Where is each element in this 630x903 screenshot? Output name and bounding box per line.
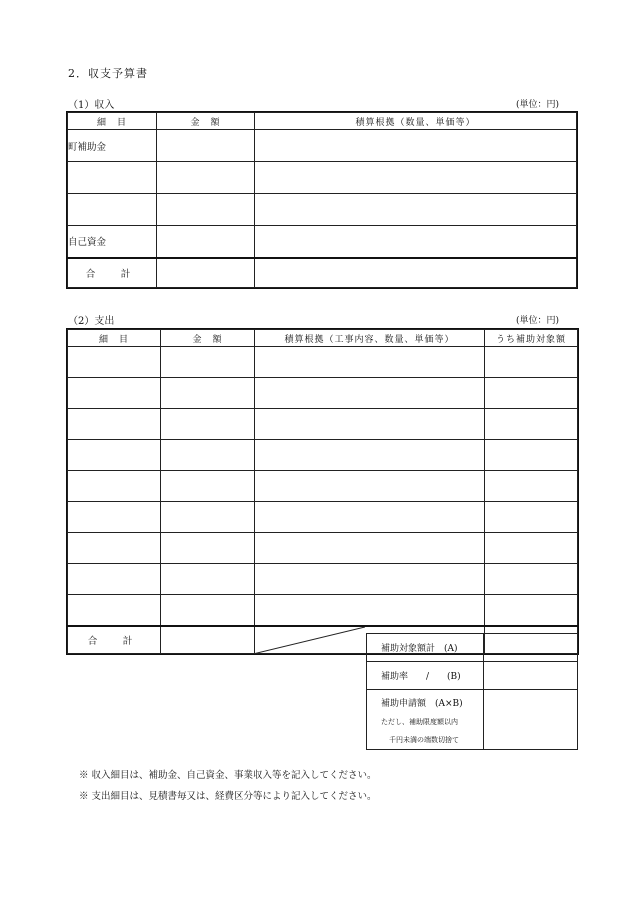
note-income: ※ 収入細目は、補助金、自己資金、事業収入等を記入してください。 (79, 770, 377, 781)
income-basis-cell[interactable] (255, 162, 577, 194)
summary-target-label: 補助対象額計 (A) (367, 634, 484, 662)
summary-request-note-limit: ただし、補助限度額以内 (381, 718, 458, 726)
income-basis-cell[interactable] (255, 130, 577, 162)
section-title: 2．収支予算書 (68, 67, 148, 80)
income-row-label: 町補助金 (68, 130, 157, 162)
expense-basis-cell[interactable] (255, 378, 485, 409)
summary-request-note-rounding: 千円未満の端数切捨て (389, 736, 459, 744)
expense-basis-cell[interactable] (255, 471, 485, 502)
summary-request-label: 補助申請額 (A×B) (381, 699, 463, 709)
income-row (68, 162, 577, 194)
expense-row (68, 564, 578, 595)
income-row (68, 130, 577, 162)
income-table (67, 112, 577, 288)
subsidy-summary-table (366, 633, 578, 750)
expense-row (68, 533, 578, 564)
expense-unit: (単位：円) (516, 316, 560, 326)
summary-request-value[interactable] (484, 690, 578, 750)
expense-header-row (68, 330, 578, 347)
income-header-row (68, 113, 577, 130)
expense-target-cell[interactable] (485, 347, 578, 378)
expense-row (68, 347, 578, 378)
income-row-label: 自己資金 (68, 226, 157, 258)
income-header-basis: 積算根拠（数量、単価等） (255, 113, 577, 130)
expense-item-cell[interactable] (68, 502, 161, 533)
expense-item-cell[interactable] (68, 533, 161, 564)
expense-header-target: うち補助対象額 (485, 330, 578, 347)
income-total-label: 合 計 (68, 258, 157, 288)
expense-amount-cell[interactable] (161, 378, 255, 409)
expense-row (68, 502, 578, 533)
expense-title: （2）支出 (68, 316, 115, 327)
income-row (68, 194, 577, 226)
income-row (68, 226, 577, 258)
expense-row (68, 595, 578, 626)
expense-amount-cell[interactable] (161, 409, 255, 440)
expense-basis-cell[interactable] (255, 595, 485, 626)
income-amount-cell[interactable] (157, 130, 255, 162)
note-expense: ※ 支出細目は、見積書毎又は、経費区分等により記入してください。 (79, 791, 377, 802)
expense-amount-cell[interactable] (161, 440, 255, 471)
expense-amount-cell[interactable] (161, 595, 255, 626)
expense-item-cell[interactable] (68, 409, 161, 440)
expense-table (67, 329, 578, 654)
expense-row (68, 378, 578, 409)
expense-target-cell[interactable] (485, 502, 578, 533)
expense-target-cell[interactable] (485, 471, 578, 502)
expense-header-basis: 積算根拠（工事内容、数量、単価等） (255, 330, 485, 347)
income-total-amount[interactable] (157, 258, 255, 288)
summary-rate-label: 補助率 / (B) (367, 662, 484, 690)
expense-item-cell[interactable] (68, 595, 161, 626)
expense-basis-cell[interactable] (255, 502, 485, 533)
expense-target-cell[interactable] (485, 440, 578, 471)
expense-total-amount[interactable] (161, 626, 255, 654)
expense-item-cell[interactable] (68, 564, 161, 595)
income-amount-cell[interactable] (157, 194, 255, 226)
income-total-row (68, 258, 577, 288)
expense-target-cell[interactable] (485, 564, 578, 595)
expense-total-label: 合 計 (68, 626, 161, 654)
expense-row (68, 440, 578, 471)
expense-item-cell[interactable] (68, 378, 161, 409)
expense-amount-cell[interactable] (161, 471, 255, 502)
income-row-label[interactable] (68, 194, 157, 226)
expense-target-cell[interactable] (485, 533, 578, 564)
expense-basis-cell[interactable] (255, 533, 485, 564)
expense-basis-cell[interactable] (255, 347, 485, 378)
expense-amount-cell[interactable] (161, 533, 255, 564)
expense-item-cell[interactable] (68, 471, 161, 502)
expense-target-cell[interactable] (485, 378, 578, 409)
expense-row (68, 471, 578, 502)
summary-target-value[interactable] (484, 634, 578, 662)
income-unit: (単位：円) (516, 100, 560, 110)
expense-item-cell[interactable] (68, 440, 161, 471)
summary-rate-value[interactable] (484, 662, 578, 690)
expense-basis-cell[interactable] (255, 409, 485, 440)
expense-basis-cell[interactable] (255, 564, 485, 595)
income-row-label[interactable] (68, 162, 157, 194)
expense-row (68, 409, 578, 440)
expense-target-cell[interactable] (485, 409, 578, 440)
expense-header-amount: 金 額 (161, 330, 255, 347)
income-title: （1）収入 (68, 100, 115, 111)
expense-item-cell[interactable] (68, 347, 161, 378)
summary-request-label-cell (367, 690, 484, 750)
expense-target-cell[interactable] (485, 595, 578, 626)
expense-amount-cell[interactable] (161, 564, 255, 595)
income-header-amount: 金 額 (157, 113, 255, 130)
expense-header-item: 細 目 (68, 330, 161, 347)
income-amount-cell[interactable] (157, 162, 255, 194)
summary-row-request (367, 690, 578, 750)
summary-row-target (367, 634, 578, 662)
expense-amount-cell[interactable] (161, 502, 255, 533)
summary-row-rate (367, 662, 578, 690)
income-header-item: 細 目 (68, 113, 157, 130)
income-total-basis[interactable] (255, 258, 577, 288)
expense-basis-cell[interactable] (255, 440, 485, 471)
income-amount-cell[interactable] (157, 226, 255, 258)
expense-amount-cell[interactable] (161, 347, 255, 378)
income-basis-cell[interactable] (255, 194, 577, 226)
income-basis-cell[interactable] (255, 226, 577, 258)
